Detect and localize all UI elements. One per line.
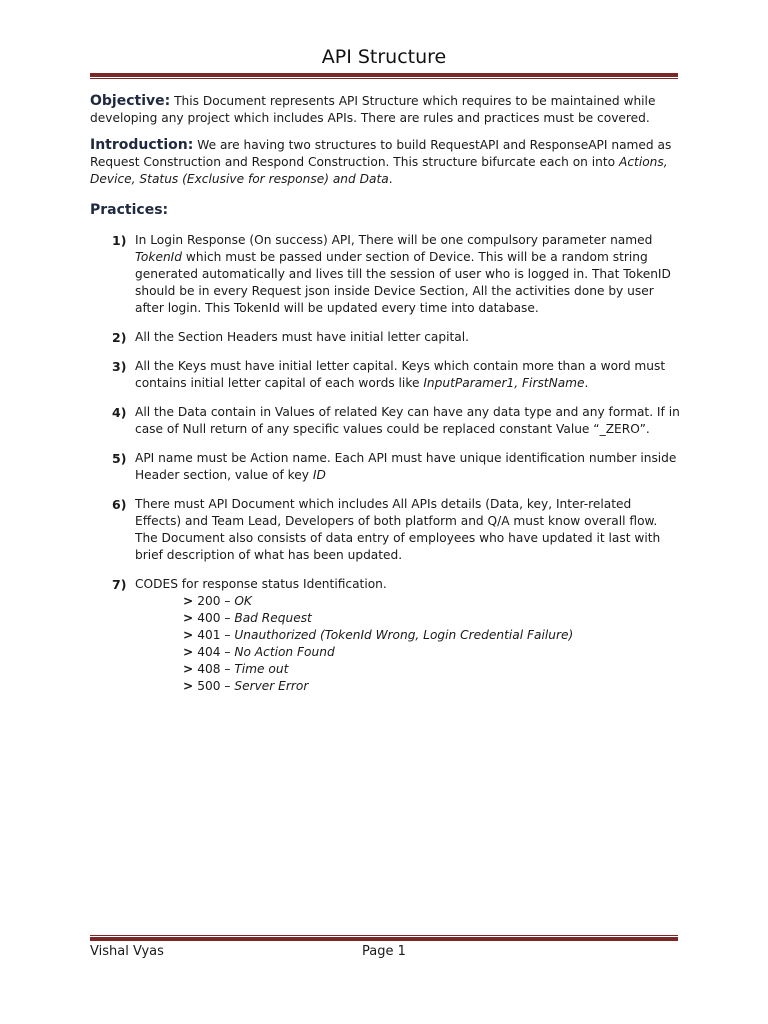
status-code-row <box>135 661 680 678</box>
practice-item <box>90 232 680 317</box>
status-code: 400 – <box>197 611 235 625</box>
practice-text: All the Section Headers must have initial letter capital. <box>135 330 470 344</box>
practice-text: CODES for response status Identification. <box>135 577 387 591</box>
practice-text-end: . <box>584 376 589 390</box>
status-code-row <box>135 593 680 610</box>
arrow-bullet: > <box>183 611 194 625</box>
practices-list <box>90 232 680 695</box>
status-codes-list <box>135 593 680 695</box>
practice-number: 6) <box>112 497 127 512</box>
practice-text: API name must be Action name. Each API must have unique identification number inside Header section, value of key <box>135 451 677 482</box>
practice-text: All the Keys must have initial letter capital. Keys which contain more than a word must contains initial letter capital of each words like <box>135 359 666 390</box>
status-code-row <box>135 627 680 644</box>
practice-number: 1) <box>112 233 127 248</box>
practice-number: 3) <box>112 359 127 374</box>
objective-label: Objective: <box>90 93 171 109</box>
practice-item <box>90 496 680 564</box>
practice-text: In Login Response (On success) API, There will be one compulsory parameter named <box>135 233 653 247</box>
practice-item <box>90 358 680 392</box>
practice-emphasis: TokenId <box>135 250 183 264</box>
objective-text: This Document represents API Structure which requires to be maintained while developing any project which includes APIs. There are rules and practices must be covered. <box>90 94 656 125</box>
status-code: 500 – <box>197 679 235 693</box>
status-code: 200 – <box>197 594 235 608</box>
introduction-emphasis: Actions, Device, Status (Exclusive for response) and Data <box>90 155 668 186</box>
status-description: Unauthorized (TokenId Wrong, Login Credential Failure) <box>234 628 574 642</box>
introduction-text: We are having two structures to build RequestAPI and ResponseAPI named as Request Construction and Respond Construction. This structure bifurcate each on into <box>90 138 672 169</box>
status-code: 408 – <box>197 662 235 676</box>
footer-author: Vishal Vyas <box>90 944 164 959</box>
practice-text: There must API Document which includes All APIs details (Data, key, Inter-related Effects) and Team Lead, Developers of both platform and Q/A must know overall flow. The Document also consists of data entry of employees who have updated it last with brief description of what has been updated. <box>135 497 661 562</box>
practice-number: 2) <box>112 330 127 345</box>
status-description: Server Error <box>234 679 309 693</box>
arrow-bullet: > <box>183 645 194 659</box>
status-code: 404 – <box>197 645 235 659</box>
introduction-paragraph <box>90 137 680 188</box>
practice-item <box>90 329 680 346</box>
practice-number: 7) <box>112 577 127 592</box>
page-title: API Structure <box>321 46 447 68</box>
arrow-bullet: > <box>183 679 194 693</box>
practice-item <box>90 576 680 695</box>
status-code-row <box>135 644 680 661</box>
status-code-row <box>135 678 680 695</box>
practice-number: 4) <box>112 405 127 420</box>
practice-item <box>90 404 680 438</box>
arrow-bullet: > <box>183 594 194 608</box>
arrow-bullet: > <box>183 662 194 676</box>
introduction-end: . <box>388 172 393 186</box>
introduction-label: Introduction: <box>90 137 194 153</box>
header-divider <box>90 73 678 79</box>
footer-divider <box>90 935 678 941</box>
status-code-row <box>135 610 680 627</box>
practice-emphasis: InputParamer1, FirstName <box>423 376 585 390</box>
document-body <box>90 93 680 707</box>
practice-emphasis: ID <box>312 468 326 482</box>
objective-paragraph <box>90 93 680 127</box>
practice-text: All the Data contain in Values of related Key can have any data type and any format. If in case of Null return of any specific values could be replaced constant Value “_ZERO”. <box>135 405 680 436</box>
status-description: Time out <box>234 662 289 676</box>
status-code: 401 – <box>197 628 235 642</box>
arrow-bullet: > <box>183 628 194 642</box>
practice-number: 5) <box>112 451 127 466</box>
status-description: Bad Request <box>234 611 312 625</box>
status-description: No Action Found <box>234 645 335 659</box>
practices-heading: Practices: <box>90 202 169 218</box>
practice-text-end: which must be passed under section of Device. This will be a random string generated automatically and lives till the session of user who is logged in. That TokenID should be in every Request json inside Device Section, All the activities done by user after login. This TokenId will be updated every time into database. <box>135 250 671 315</box>
status-description: OK <box>234 594 252 608</box>
footer-page-number: Page 1 <box>362 944 406 959</box>
practice-item <box>90 450 680 484</box>
